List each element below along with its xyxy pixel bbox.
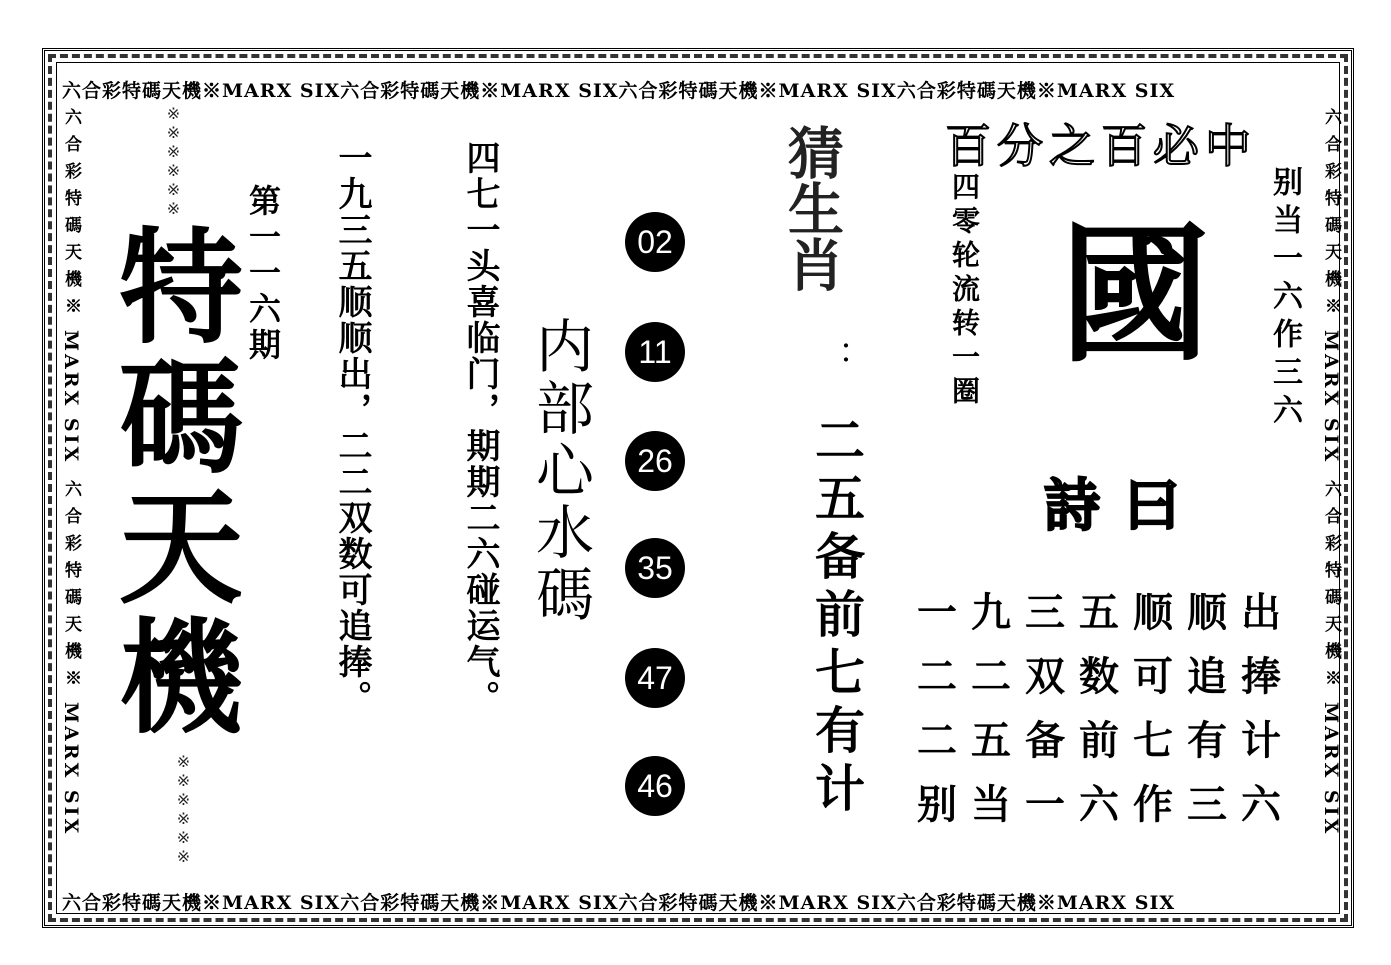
inner-title: 内部心水碼 [526,316,594,626]
poem-grid-cell: 顺 [1187,589,1227,636]
poem-column-1: 一九三五顺顺出，二二双数可追捧。 [332,140,372,716]
number-ball-4: 35 [625,538,685,598]
poem-grid-cell: 有 [1187,717,1227,764]
zodiac-heading: 猜生肖 [779,124,845,292]
poem-grid-cell: 备 [1025,717,1065,764]
poem-grid-cell: 九 [971,589,1011,636]
poem-grid-cell: 双 [1025,653,1065,700]
poem-column-2: 四七一头喜临门，期期二六碰运气。 [460,140,500,716]
number-ball-6: 46 [625,756,685,816]
poem-grid-cell: 顺 [1133,589,1173,636]
poem-grid-cell: 七 [1133,717,1173,764]
poem-label: 詩曰 [1044,474,1204,539]
poem-grid-cell: 出 [1241,589,1281,636]
ring-text: 四零轮流转一圈 [948,172,981,410]
poem-grid-cell: 二 [971,653,1011,700]
poem-grid-cell: 一 [1025,781,1065,828]
top-border-band: 六合彩特碼天機※MARX SIX六合彩特碼天機※MARX SIX六合彩特碼天機※MARX SIX六合彩特碼天機※MARX SIX [62,80,1176,102]
banner-text: 百分之百必中 [945,119,1257,173]
right-band-cn-1: 六合彩特碼天機※ [1321,108,1341,324]
poem-grid-cell: 三 [1025,589,1065,636]
issue-label: 第一一六期 [244,184,282,364]
poem-grid-cell: 数 [1079,653,1119,700]
left-band-latin-1: MARX SIX [60,330,82,465]
star-column-top: ※※※※※※ [164,104,183,218]
left-band-latin-2: MARX SIX [60,702,82,837]
poem-grid-cell: 计 [1241,717,1281,764]
zodiac-answer: 二五备前七有计 [807,414,866,820]
poem-grid-cell: 可 [1133,653,1173,700]
left-border-band [56,108,84,853]
left-band-cn-2: 六合彩特碼天機※ [61,480,81,697]
number-ball-5: 47 [625,648,685,708]
number-ball-1: 02 [625,212,685,272]
main-title: 特碼天機 [98,222,243,742]
poem-grid-cell: 五 [971,717,1011,764]
number-ball-2: 11 [625,322,685,382]
bottom-border-band: 六合彩特碼天機※MARX SIX六合彩特碼天機※MARX SIX六合彩特碼天機※MARX SIX六合彩特碼天機※MARX SIX [62,892,1176,914]
poem-grid-cell: 五 [1079,589,1119,636]
number-ball-3: 26 [625,431,685,491]
star-column-bottom: ※※※※※※ [174,752,193,866]
left-band-cn-1: 六合彩特碼天機※ [61,108,81,324]
poem-grid-cell: 二 [917,717,957,764]
poem-grid-cell: 别 [917,781,957,828]
poem-grid-cell: 作 [1133,781,1173,828]
poem-grid-cell: 追 [1187,653,1227,700]
zodiac-colon: ： [814,340,854,374]
side-text: 别当一六作三六 [1267,166,1302,432]
poem-grid-cell: 三 [1187,781,1227,828]
right-band-latin-2: MARX SIX [1320,702,1342,837]
poem-grid-cell: 二 [917,653,957,700]
poem-grid-cell: 当 [971,781,1011,828]
poem-grid-cell: 捧 [1241,653,1281,700]
poem-grid [910,588,1290,830]
poem-grid-cell: 一 [917,589,957,636]
right-band-cn-2: 六合彩特碼天機※ [1321,480,1341,697]
poem-grid-cell: 六 [1241,781,1281,828]
right-border-band [1316,108,1344,853]
right-band-latin-1: MARX SIX [1320,330,1342,465]
poem-grid-cell: 六 [1079,781,1119,828]
poem-grid-cell: 前 [1079,717,1119,764]
big-character: 國 [1060,209,1211,383]
